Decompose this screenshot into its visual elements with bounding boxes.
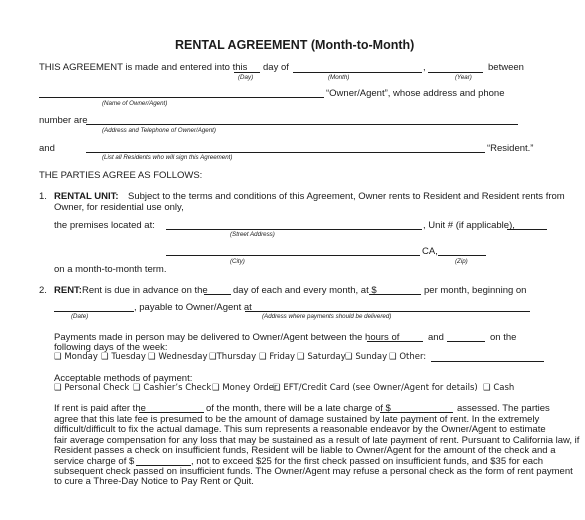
address-caption: (Address and Telephone of Owner/Agent): [102, 127, 216, 134]
unit-text: , Unit # (if applicable),: [423, 220, 515, 231]
rent-amount-field[interactable]: [369, 294, 421, 295]
day-checkbox-sunday[interactable]: ❑ Sunday: [345, 352, 388, 362]
late-text-5: Resident passes a check on insufficient funds, Resident will be liable to Owner/Agent for the amount of the check and a: [54, 445, 556, 456]
payments-text-2: following days of the week:: [54, 342, 168, 353]
number-are-text: number are: [39, 115, 88, 126]
intro-text-1: THIS AGREEMENT is made and entered into this: [39, 62, 248, 73]
month-caption: (Month): [328, 74, 350, 81]
month-field[interactable]: [293, 72, 422, 73]
section-1-heading: RENTAL UNIT:: [54, 191, 119, 202]
ca-text: CA,: [422, 246, 438, 257]
method-checkbox-eft-credit-card[interactable]: ❑ EFT/Credit Card (see Owner/Agent for details): [273, 383, 478, 393]
late-text-8: to cure a Three-Day Notice to Pay Rent or Quit.: [54, 476, 254, 487]
owner-caption: (Name of Owner/Agent): [102, 100, 168, 107]
day-checkbox-saturday[interactable]: ❑ Saturday: [297, 352, 346, 362]
payment-address-caption: (Address where payments should be delivered): [262, 313, 392, 320]
rent-text-1: Rent is due in advance on the: [82, 285, 208, 296]
residents-field[interactable]: [86, 152, 485, 153]
late-text-1c: assessed. The parties: [457, 403, 550, 414]
resident-text: “Resident.”: [487, 143, 534, 154]
street-address-field[interactable]: [166, 229, 422, 230]
year-caption: (Year): [455, 74, 472, 81]
method-checkbox-money-order[interactable]: ❑ Money Order: [212, 383, 278, 393]
day-checkbox-other[interactable]: ❑ Other:: [389, 352, 427, 362]
section-2-number: 2.: [39, 285, 47, 296]
late-text-6a: service charge of $: [54, 456, 135, 467]
method-checkbox-personal-check[interactable]: ❑ Personal Check: [54, 383, 130, 393]
section-1-number: 1.: [39, 191, 47, 202]
late-text-4: fair average compensation for any loss that may be sustained as a result of late payment of rent. Pursuant to California law, if: [54, 435, 580, 446]
hours-from-field[interactable]: [367, 341, 423, 342]
residents-caption: (List all Residents who will sign this Agreement): [102, 154, 233, 161]
zip-caption: (Zip): [455, 258, 468, 265]
late-text-3: difficult/difficult to fix the actual damage. This sum represents a reasonable endeavor by the Owner/Agent to estimate: [54, 424, 546, 435]
year-field[interactable]: [428, 72, 483, 73]
intro-comma: ,: [423, 62, 426, 73]
section-1-line-2: Owner, for residential use only,: [54, 202, 184, 213]
late-text-1a: If rent is paid after the: [54, 403, 146, 414]
intro-between: between: [488, 62, 524, 73]
rent-text-2: day of each and every month, at $: [233, 285, 377, 296]
document-title: RENTAL AGREEMENT (Month-to-Month): [175, 38, 415, 52]
day-checkbox-monday[interactable]: ❑ Monday: [54, 352, 98, 362]
day-checkbox-wednesday[interactable]: ❑ Wednesday: [148, 352, 208, 362]
day-checkbox-thursday[interactable]: ❑Thursday: [209, 352, 257, 362]
section-2-heading: RENT:: [54, 285, 82, 296]
rent-text-3: per month, beginning on: [424, 285, 527, 296]
owner-text: “Owner/Agent”, whose address and phone: [326, 88, 505, 99]
late-text-7: subsequent check passed on insufficient funds. The Owner/Agent may refuse a personal check as the form of rent payment: [54, 466, 573, 477]
method-checkbox-cash[interactable]: ❑ Cash: [483, 383, 515, 393]
methods-heading: Acceptable methods of payment:: [54, 373, 193, 384]
start-date-field[interactable]: [54, 311, 134, 312]
owner-address-field[interactable]: [86, 124, 518, 125]
city-caption: (City): [230, 258, 245, 265]
payable-text: , payable to Owner/Agent at: [134, 302, 252, 313]
owner-name-field[interactable]: [39, 97, 324, 98]
and-text: and: [39, 143, 55, 154]
day-field[interactable]: [234, 72, 260, 73]
late-text-1b: of the month, there will be a late charge of $: [206, 403, 391, 414]
street-caption: (Street Address): [230, 231, 275, 238]
due-day-field[interactable]: [204, 294, 231, 295]
method-checkbox-cashiers-check[interactable]: ❑ Cashier’s Check: [133, 383, 212, 393]
late-text-6b: , not to exceed $25 for the first check passed on insufficient funds, and $35 for each: [191, 456, 544, 467]
day-checkbox-friday[interactable]: ❑ Friday: [259, 352, 296, 362]
late-day-field[interactable]: [139, 412, 204, 413]
term-text: on a month-to-month term.: [54, 264, 167, 275]
payments-text-1: Payments made in person may be delivered to Owner/Agent between the hours of: [54, 332, 400, 343]
premises-text: the premises located at:: [54, 220, 155, 231]
date-caption: (Date): [71, 313, 89, 320]
hours-to-field[interactable]: [447, 341, 485, 342]
payments-and: and: [428, 332, 444, 343]
other-days-field[interactable]: [431, 361, 544, 362]
section-1-line-1: Subject to the terms and conditions of this Agreement, Owner rents to Resident and Resident rents from: [128, 191, 565, 202]
city-field[interactable]: [166, 255, 420, 256]
day-checkbox-tuesday[interactable]: ❑ Tuesday: [101, 352, 146, 362]
payment-address-field[interactable]: [245, 311, 530, 312]
parties-heading: THE PARTIES AGREE AS FOLLOWS:: [39, 170, 203, 181]
unit-field[interactable]: [507, 229, 547, 230]
intro-text-2: day of: [263, 62, 289, 73]
payments-on-the: on the: [490, 332, 517, 343]
day-caption: (Day): [238, 74, 254, 81]
zip-field[interactable]: [438, 255, 486, 256]
late-text-2: agree that this late fee is presumed to be the amount of damage sustained by late payment of rent. In the extremely: [54, 414, 540, 425]
late-charge-field[interactable]: [380, 412, 453, 413]
